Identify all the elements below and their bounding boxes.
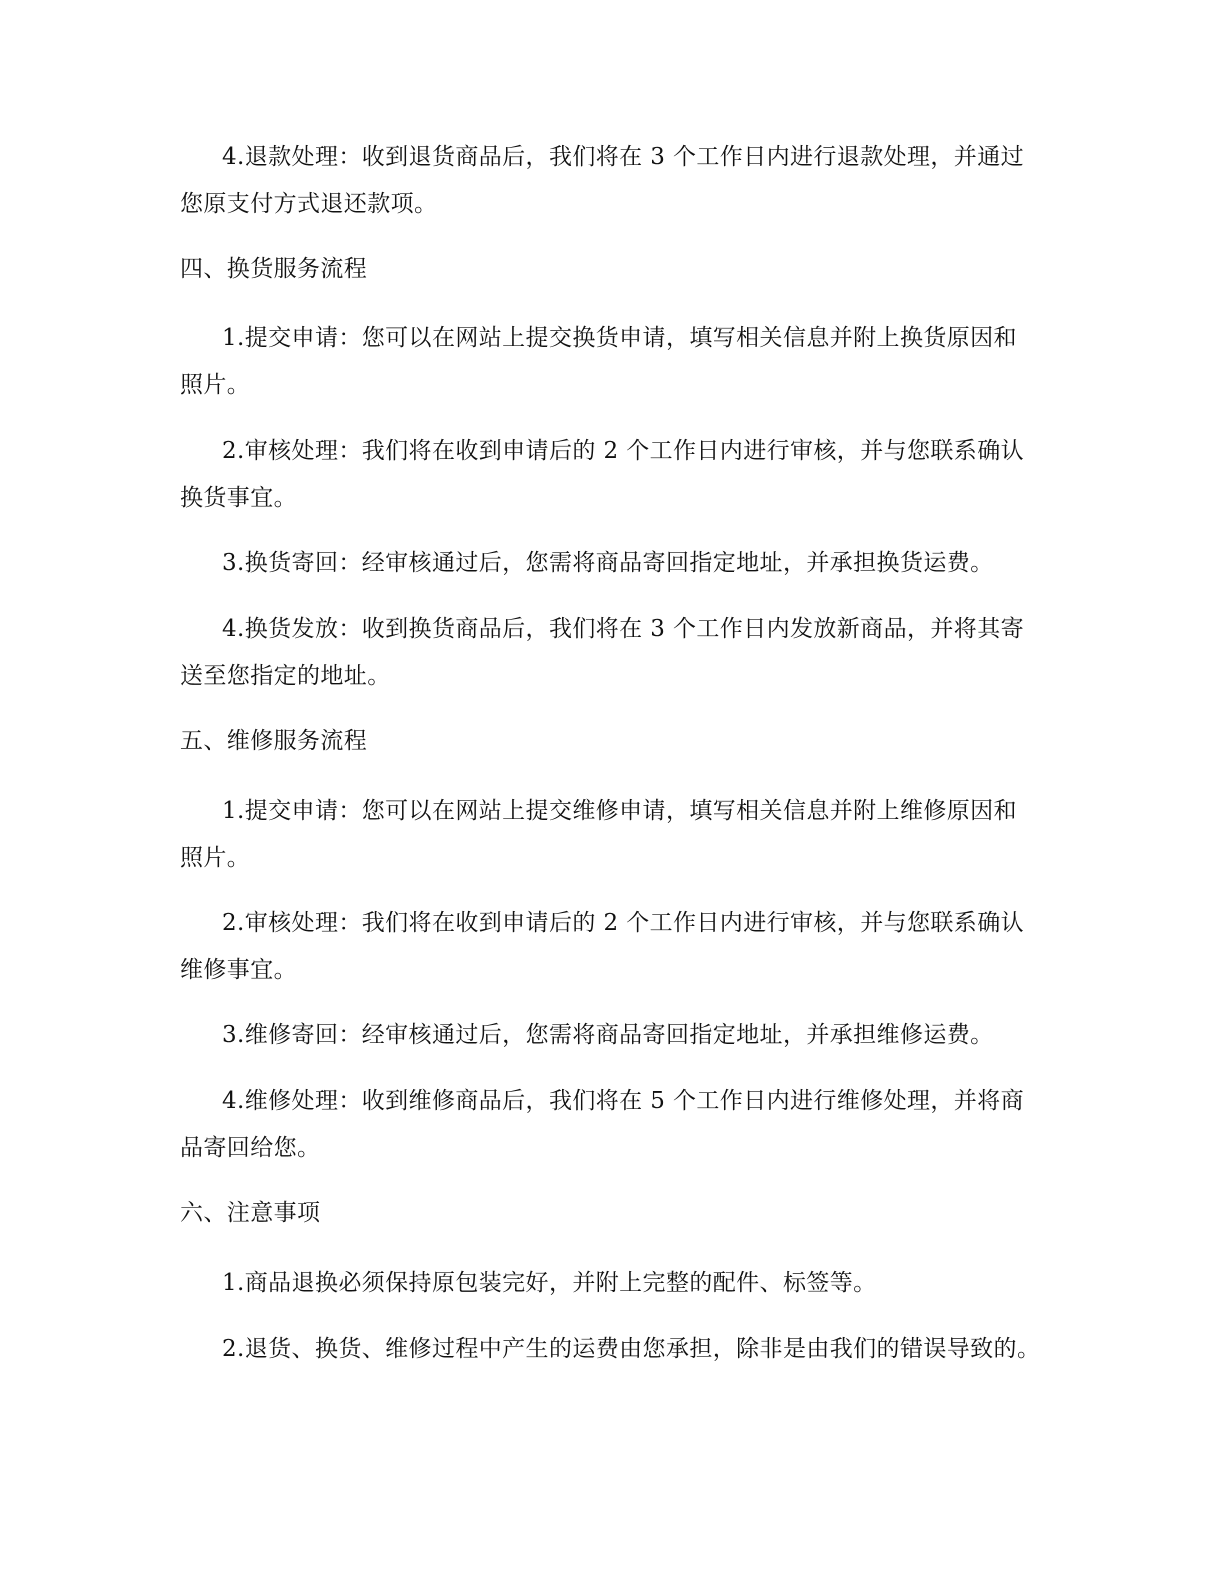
section4-heading: 四、换货服务流程 bbox=[180, 256, 368, 282]
exchange-item1-line1: 1.提交申请：您可以在网站上提交换货申请，填写相关信息并附上换货原因和 bbox=[222, 325, 1017, 351]
refund-item4-line1: 4.退款处理：收到退货商品后，我们将在 3 个工作日内进行退款处理，并通过 bbox=[222, 144, 1024, 170]
repair-item4-line1: 4.维修处理：收到维修商品后，我们将在 5 个工作日内进行维修处理，并将商 bbox=[222, 1088, 1024, 1114]
repair-item2-line2: 维修事宜。 bbox=[180, 957, 297, 983]
exchange-item3-line1: 3.换货寄回：经审核通过后，您需将商品寄回指定地址，并承担换货运费。 bbox=[222, 550, 994, 576]
exchange-item1-line2: 照片。 bbox=[180, 372, 251, 398]
exchange-item4-line2: 送至您指定的地址。 bbox=[180, 663, 391, 689]
repair-item2-line1: 2.审核处理：我们将在收到申请后的 2 个工作日内进行审核，并与您联系确认 bbox=[222, 910, 1024, 936]
notice-item2-line1: 2.退货、换货、维修过程中产生的运费由您承担，除非是由我们的错误导致的。 bbox=[222, 1336, 1041, 1362]
repair-item4-line2: 品寄回给您。 bbox=[180, 1135, 321, 1161]
section5-heading: 五、维修服务流程 bbox=[180, 728, 368, 754]
exchange-item2-line2: 换货事宜。 bbox=[180, 485, 297, 511]
notice-item1-line1: 1.商品退换必须保持原包装完好，并附上完整的配件、标签等。 bbox=[222, 1270, 877, 1296]
exchange-item2-line1: 2.审核处理：我们将在收到申请后的 2 个工作日内进行审核，并与您联系确认 bbox=[222, 438, 1024, 464]
repair-item1-line2: 照片。 bbox=[180, 845, 251, 871]
refund-item4-line2: 您原支付方式退还款项。 bbox=[180, 191, 438, 217]
repair-item3-line1: 3.维修寄回：经审核通过后，您需将商品寄回指定地址，并承担维修运费。 bbox=[222, 1022, 994, 1048]
repair-item1-line1: 1.提交申请：您可以在网站上提交维修申请，填写相关信息并附上维修原因和 bbox=[222, 798, 1017, 824]
section6-heading: 六、注意事项 bbox=[180, 1200, 321, 1226]
exchange-item4-line1: 4.换货发放：收到换货商品后，我们将在 3 个工作日内发放新商品，并将其寄 bbox=[222, 616, 1024, 642]
